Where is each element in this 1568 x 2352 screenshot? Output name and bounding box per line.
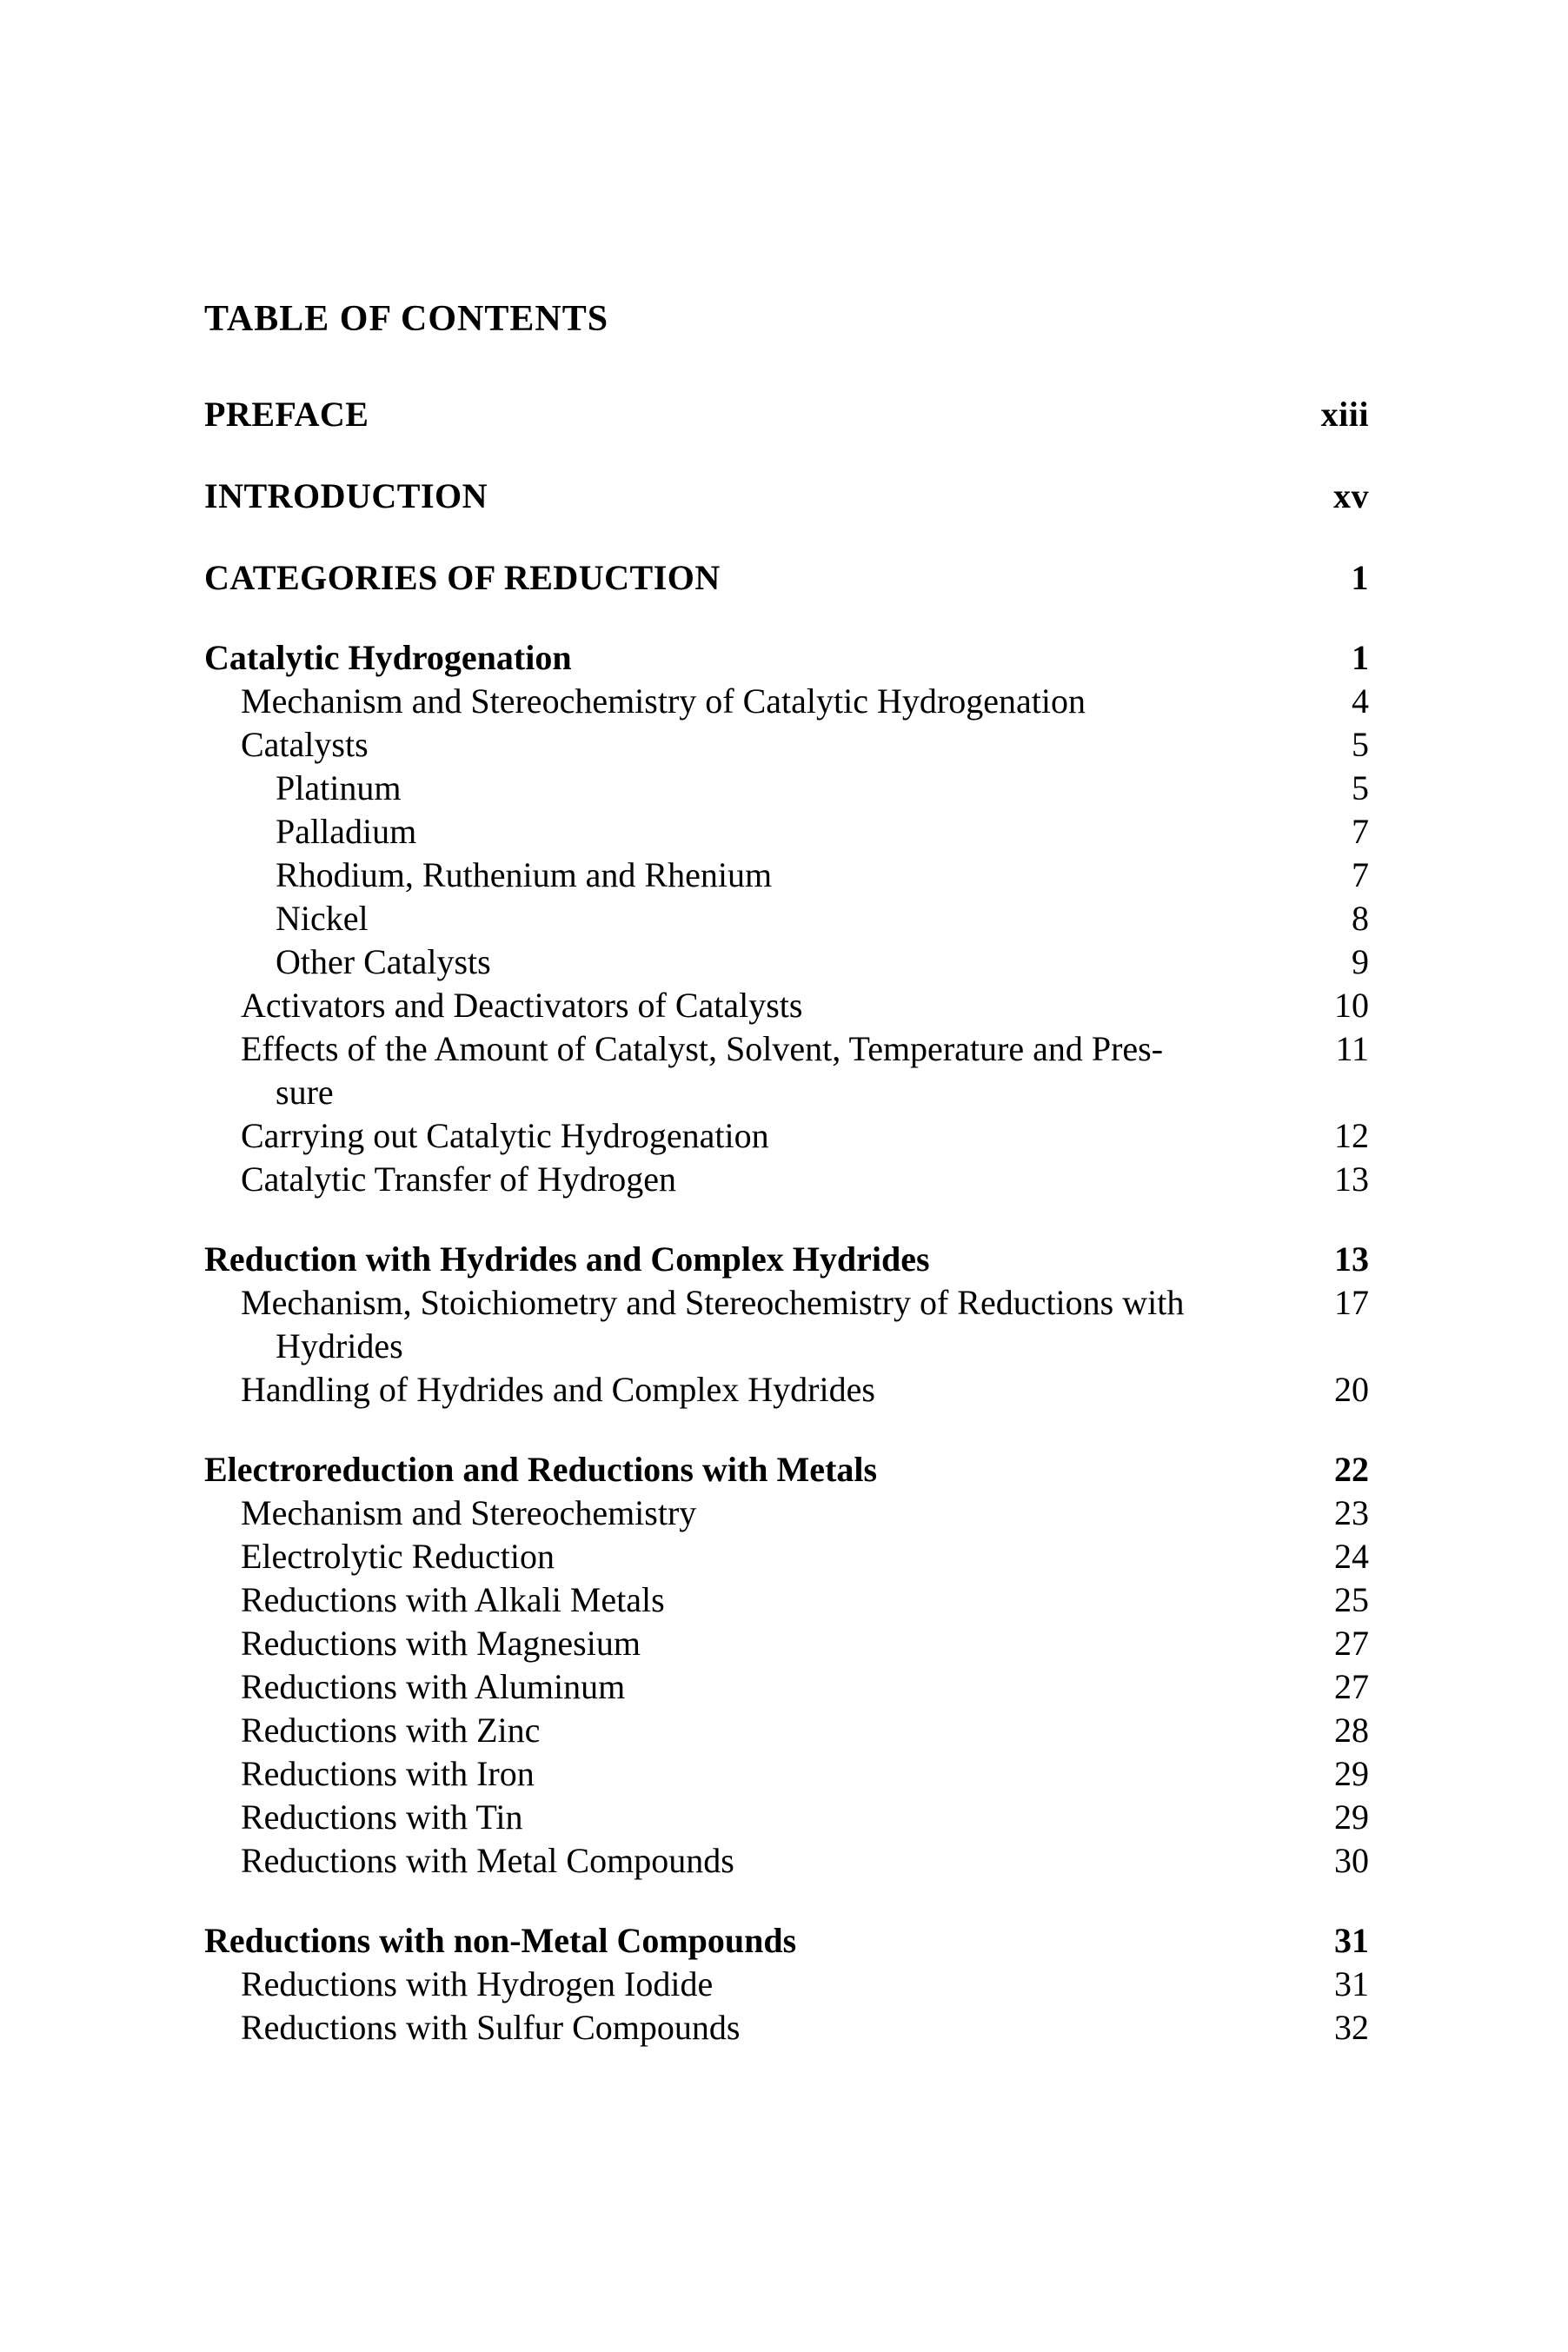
toc-entry-text: Catalytic Transfer of Hydrogen [241,1159,677,1199]
toc-content [204,0,1369,2050]
toc-entry [204,1492,1369,1535]
toc-entry-page-number: 20 [1334,1370,1369,1409]
toc-entry-page-number: 5 [1352,725,1369,764]
toc-entry-page-number: 11 [1335,1029,1369,1068]
toc-entry-label [204,1448,1313,1492]
toc-entry-text: Electrolytic Reduction [241,1537,555,1576]
toc-entry-label [204,810,1331,854]
toc-entry [204,475,1369,518]
toc-entry-page-number: 13 [1334,1239,1369,1279]
toc-entry-text: Reductions with Alkali Metals [241,1580,665,1619]
toc-entry-page-number: 27 [1334,1624,1369,1663]
toc-entry [204,1752,1369,1796]
toc-entry-label [204,1238,1313,1281]
toc-entry-text: Mechanism, Stoichiometry and Stereochemistry of Reductions with [241,1283,1185,1322]
toc-entry-page-number: xiii [1320,395,1369,434]
toc-entry-label [204,393,1300,436]
toc-entry-label [204,475,1312,518]
toc-entry-page-number: 12 [1334,1116,1369,1155]
toc-entry-text: Catalytic Hydrogenation [204,638,572,677]
toc-entry-page-number: 7 [1352,855,1369,894]
toc-entry-page-number: 9 [1352,942,1369,981]
toc-entry-label [204,1839,1313,1883]
toc-entry-label [204,680,1331,723]
toc-entry-text: Reductions with Hydrogen Iodide [241,1964,714,2003]
toc-entry-text: Reductions with Iron [241,1754,535,1793]
toc-entry-page-number: 8 [1352,899,1369,938]
toc-entry-label [204,1919,1313,1963]
toc-entry-label [204,1114,1313,1158]
toc-entry [204,1535,1369,1578]
toc-entry-label [204,636,1331,680]
toc-entry-text: Mechanism and Stereochemistry [241,1493,697,1532]
toc-entry-page-number: 7 [1352,812,1369,851]
toc-entry-text: Reductions with Zinc [241,1711,541,1750]
page-title: TABLE OF CONTENTS [204,299,609,339]
toc-entry-label [204,767,1331,810]
toc-entry [204,1622,1369,1665]
toc-entry [204,1027,1369,1114]
toc-entry-label [204,1796,1313,1839]
toc-entry [204,636,1369,680]
toc-entry [204,767,1369,810]
toc-entry [204,940,1369,984]
toc-entry-text: Reductions with Metal Compounds [241,1841,734,1880]
toc-entry [204,810,1369,854]
toc-entry-label [204,1709,1313,1752]
toc-entry-label [204,1578,1313,1622]
toc-entry-label [204,1027,1314,1114]
toc-entry-text: Carrying out Catalytic Hydrogenation [241,1116,769,1155]
toc-entry-page-number: 27 [1334,1667,1369,1706]
toc-entry-page-number: 29 [1334,1797,1369,1837]
toc-entry-text: Nickel [276,899,369,938]
toc-entry-text: Handling of Hydrides and Complex Hydrides [241,1370,875,1409]
toc-entry-page-number: 17 [1334,1283,1369,1322]
toc-entry-text: Reduction with Hydrides and Complex Hydrides [204,1239,930,1279]
toc-entry-page-number: 4 [1352,681,1369,721]
toc-entry-label [204,897,1331,940]
toc-entry-page-number: 10 [1334,986,1369,1025]
toc-entry-text: Reductions with Tin [241,1797,523,1837]
toc-entry-text: Effects of the Amount of Catalyst, Solvent, Temperature and Pres- [241,1029,1164,1068]
toc-entry-page-number: 25 [1334,1580,1369,1619]
toc-entry-text: INTRODUCTION [204,476,488,515]
toc-entry-page-number: 1 [1352,638,1369,677]
toc-entry-page-number: 5 [1352,768,1369,807]
toc-entry-page-number: 22 [1334,1450,1369,1489]
toc-entry [204,984,1369,1027]
toc-entry-label [204,1665,1313,1709]
toc-entry-text-continuation: sure [276,1073,334,1112]
toc-entry-label [204,1752,1313,1796]
toc-entry-page-number: 31 [1334,1921,1369,1960]
toc-entry-label [204,1492,1313,1535]
toc-entry-page-number: 30 [1334,1841,1369,1880]
toc-entry-label [204,1281,1313,1368]
toc-entry-page-number: xv [1333,476,1369,515]
toc-list [204,393,1369,2050]
toc-entry-page-number: 1 [1351,558,1369,597]
toc-entry-label [204,1622,1313,1665]
toc-entry-label [204,984,1313,1027]
toc-entry [204,556,1369,600]
toc-entry-page-number: 32 [1334,2008,1369,2047]
toc-entry [204,393,1369,436]
toc-entry [204,1963,1369,2006]
toc-entry-label [204,2006,1313,2050]
toc-entry-label [204,940,1331,984]
toc-entry-text: Reductions with Magnesium [241,1624,641,1663]
toc-entry [204,2006,1369,2050]
toc-entry [204,1665,1369,1709]
toc-entry-text: Electroreduction and Reductions with Metals [204,1450,878,1489]
toc-entry-text: PREFACE [204,395,369,434]
toc-entry-page-number: 23 [1334,1493,1369,1532]
toc-entry [204,854,1369,897]
toc-entry-text: Other Catalysts [276,942,491,981]
toc-entry-text: Reductions with Aluminum [241,1667,626,1706]
toc-entry [204,1578,1369,1622]
toc-entry-page-number: 31 [1334,1964,1369,2003]
toc-entry-text: Rhodium, Ruthenium and Rhenium [276,855,773,894]
toc-entry [204,1796,1369,1839]
toc-entry [204,1919,1369,1963]
toc-entry [204,1281,1369,1368]
toc-entry-page-number: 13 [1334,1159,1369,1199]
toc-entry-text: Reductions with Sulfur Compounds [241,2008,741,2047]
toc-entry-text: Catalysts [241,725,369,764]
toc-entry-page-number: 28 [1334,1711,1369,1750]
toc-entry-text-continuation: Hydrides [276,1326,403,1365]
toc-entry-label [204,723,1331,767]
toc-entry [204,1709,1369,1752]
toc-entry-text: Platinum [276,768,402,807]
toc-entry [204,1238,1369,1281]
toc-entry-label [204,1535,1313,1578]
toc-entry-text: CATEGORIES OF REDUCTION [204,558,721,597]
toc-entry [204,1158,1369,1201]
toc-entry [204,897,1369,940]
toc-entry-page-number: 24 [1334,1537,1369,1576]
toc-entry [204,723,1369,767]
toc-entry-text: Activators and Deactivators of Catalysts [241,986,803,1025]
toc-entry-label [204,1368,1313,1412]
toc-entry-label [204,556,1331,600]
toc-entry [204,1368,1369,1412]
toc-entry-label [204,854,1331,897]
toc-entry-text: Mechanism and Stereochemistry of Catalytic Hydrogenation [241,681,1086,721]
toc-entry-text: Palladium [276,812,417,851]
toc-entry [204,1448,1369,1492]
toc-entry-text: Reductions with non-Metal Compounds [204,1921,797,1960]
toc-entry-label [204,1963,1313,2006]
toc-entry-label [204,1158,1313,1201]
toc-entry [204,1114,1369,1158]
toc-entry [204,680,1369,723]
toc-entry [204,1839,1369,1883]
toc-entry-page-number: 29 [1334,1754,1369,1793]
